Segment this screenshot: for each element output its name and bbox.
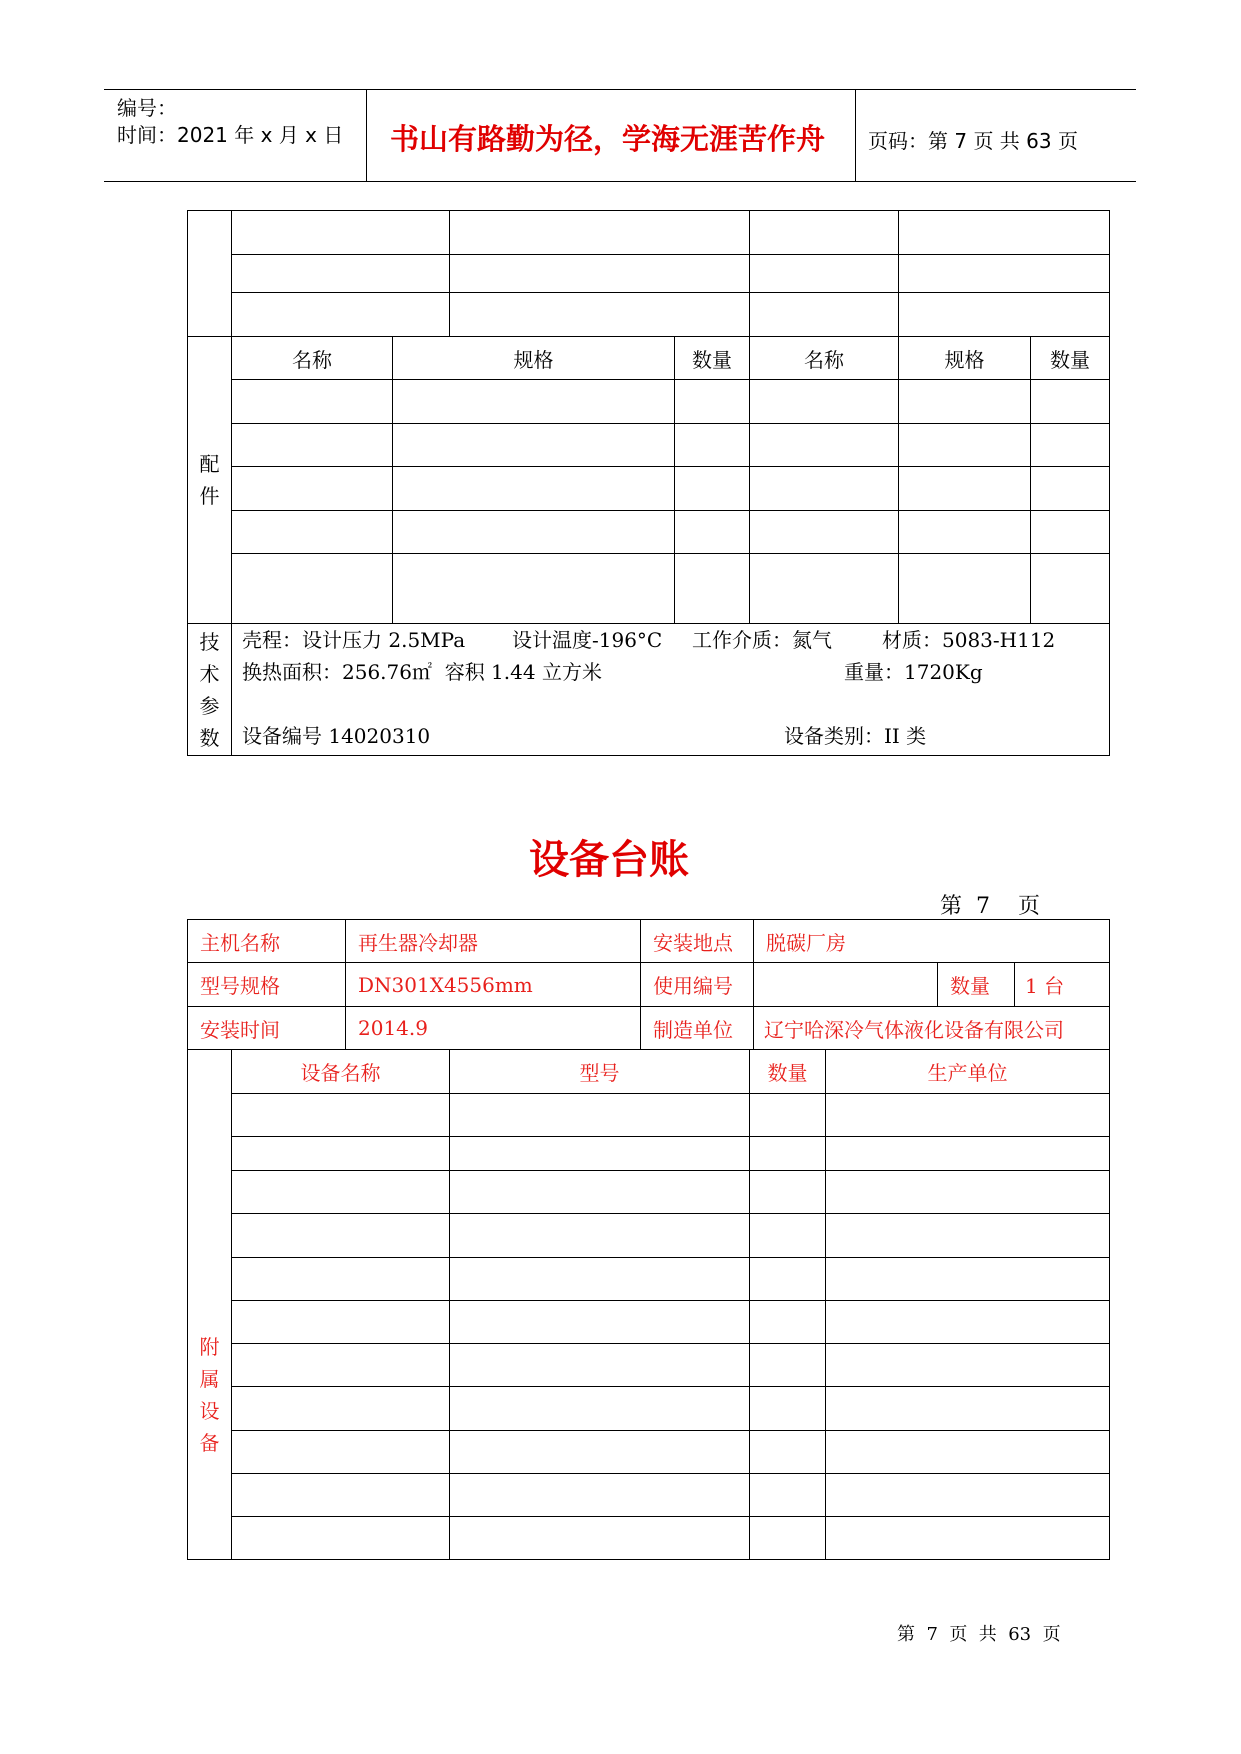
table-row bbox=[188, 920, 1110, 963]
attached-header-qty: 数量 bbox=[750, 1050, 826, 1094]
document-number-label: 编号： bbox=[117, 96, 177, 120]
use-number-value bbox=[754, 963, 938, 1007]
blank-side-cell bbox=[188, 211, 232, 337]
accessory-row bbox=[188, 511, 1110, 554]
attached-row bbox=[188, 1517, 1110, 1560]
header-divider-1 bbox=[366, 89, 367, 182]
install-location-label: 安装地点 bbox=[641, 920, 754, 963]
use-number-label: 使用编号 bbox=[641, 963, 754, 1007]
install-time-label: 安装时间 bbox=[188, 1007, 346, 1050]
install-time-value: 2014.9 bbox=[346, 1007, 641, 1050]
attached-row bbox=[188, 1171, 1110, 1214]
header-bottom-rule bbox=[104, 181, 1136, 182]
footer-page-text: 第 7 页 共 63 页 bbox=[897, 1624, 1061, 1645]
attached-equipment-table bbox=[187, 1049, 1110, 1560]
attached-header-model: 型号 bbox=[450, 1050, 750, 1094]
tech-equipment-category: 设备类别：II 类 bbox=[784, 724, 927, 748]
ledger-info-table bbox=[187, 919, 1110, 1050]
accessory-side-label: 配件 bbox=[188, 337, 232, 624]
header-page-code: 页码：第 7 页 共 63 页 bbox=[868, 129, 1078, 153]
attached-row bbox=[188, 1214, 1110, 1258]
accessory-row bbox=[188, 554, 1110, 624]
attached-row bbox=[188, 1474, 1110, 1517]
table-row bbox=[188, 1007, 1110, 1050]
tech-area-volume: 换热面积：256.76㎡ 容积 1.44 立方米 bbox=[242, 660, 602, 684]
accessory-header-name: 名称 bbox=[232, 337, 393, 380]
host-name-value: 再生器冷却器 bbox=[346, 920, 641, 963]
maker-label: 制造单位 bbox=[641, 1007, 754, 1050]
ledger-title: 设备台账 bbox=[529, 837, 689, 883]
table-row bbox=[188, 211, 1110, 255]
tech-params-cell bbox=[232, 624, 1110, 756]
attached-row bbox=[188, 1387, 1110, 1431]
equipment-detail-table bbox=[187, 210, 1110, 756]
attached-row bbox=[188, 1344, 1110, 1387]
accessory-header-name-2: 名称 bbox=[750, 337, 899, 380]
attached-row bbox=[188, 1301, 1110, 1344]
accessory-header-qty: 数量 bbox=[675, 337, 750, 380]
attached-header-row bbox=[188, 1050, 1110, 1094]
tech-params-row bbox=[188, 624, 1110, 756]
accessory-header-spec: 规格 bbox=[393, 337, 675, 380]
host-name-label: 主机名称 bbox=[188, 920, 346, 963]
table-row bbox=[188, 255, 1110, 293]
tech-weight: 重量：1720Kg bbox=[844, 660, 983, 684]
accessory-header-row bbox=[188, 337, 1110, 380]
tech-shell-pressure: 壳程：设计压力 2.5MPa bbox=[242, 628, 466, 652]
accessory-header-spec-2: 规格 bbox=[899, 337, 1031, 380]
table-row bbox=[188, 293, 1110, 337]
attached-row bbox=[188, 1094, 1110, 1137]
accessory-row bbox=[188, 380, 1110, 424]
attached-row bbox=[188, 1431, 1110, 1474]
install-location-value: 脱碳厂房 bbox=[754, 920, 1110, 963]
tech-equipment-number: 设备编号 14020310 bbox=[242, 724, 431, 748]
header-motto: 书山有路勤为径，学海无涯苦作舟 bbox=[390, 122, 826, 156]
accessory-row bbox=[188, 467, 1110, 511]
tech-material: 材质：5083-H112 bbox=[882, 628, 1056, 652]
table-row bbox=[188, 963, 1110, 1007]
quantity-value: 1 台 bbox=[1015, 963, 1110, 1007]
attached-row bbox=[188, 1258, 1110, 1301]
tech-design-temp: 设计温度-196°C bbox=[512, 628, 663, 652]
attached-side-label: 附属设备 bbox=[188, 1050, 232, 1560]
accessory-header-qty-2: 数量 bbox=[1031, 337, 1110, 380]
quantity-label: 数量 bbox=[938, 963, 1015, 1007]
header-top-rule bbox=[104, 89, 1136, 90]
header-divider-2 bbox=[855, 89, 856, 182]
attached-header-maker: 生产单位 bbox=[826, 1050, 1110, 1094]
document-time: 时间：2021 年 x 月 x 日 bbox=[117, 123, 344, 147]
model-label: 型号规格 bbox=[188, 963, 346, 1007]
maker-value: 辽宁哈深冷气体液化设备有限公司 bbox=[754, 1007, 1110, 1050]
attached-header-device-name: 设备名称 bbox=[232, 1050, 450, 1094]
ledger-page-number: 第 7 页 bbox=[940, 894, 1040, 919]
tech-side-label: 技术参数 bbox=[188, 624, 232, 756]
accessory-row bbox=[188, 424, 1110, 467]
model-value: DN301X4556mm bbox=[346, 963, 641, 1007]
tech-medium: 工作介质：氮气 bbox=[692, 628, 832, 652]
attached-row bbox=[188, 1137, 1110, 1171]
